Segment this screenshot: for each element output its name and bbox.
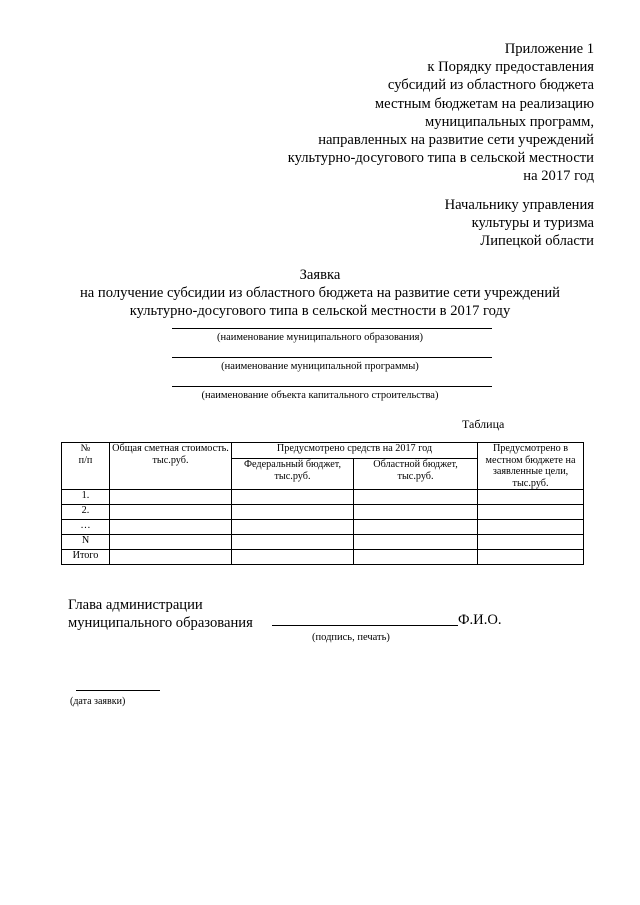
table-cell[interactable]: [478, 490, 584, 505]
appendix-line: направленных на развитие сети учреждений: [318, 132, 594, 149]
header-provided-group: Предусмотрено средств на 2017 год: [232, 443, 478, 459]
document-heading: Заявка: [299, 267, 341, 283]
header-num: № п/п: [62, 443, 110, 490]
table-cell[interactable]: [354, 505, 478, 520]
table-row: [62, 505, 584, 520]
document-subtitle-line: на получение субсидии из областного бюджета на развитие сети учреждений: [79, 285, 560, 301]
subsidy-table: [61, 442, 584, 565]
table-cell[interactable]: [354, 550, 478, 565]
municipality-field-caption: (наименование муниципального образования): [216, 332, 424, 343]
signature-caption: (подпись, печать): [312, 632, 390, 643]
signature-field-line[interactable]: [272, 625, 458, 626]
addressee-line: культуры и туризма: [471, 215, 594, 232]
header-regional-budget: Областной бюджет, тыс.руб.: [354, 459, 478, 490]
row-label-total: Итого: [62, 550, 110, 565]
table-cell[interactable]: [232, 490, 354, 505]
table-cell[interactable]: [110, 505, 232, 520]
table-cell[interactable]: [110, 490, 232, 505]
document-subtitle-line: культурно-досугового типа в сельской местности в 2017 году: [129, 303, 511, 319]
date-field-line[interactable]: [76, 690, 160, 691]
program-field-caption: (наименование муниципальной программы): [221, 361, 419, 372]
table-cell[interactable]: [232, 520, 354, 535]
signature-title-line: Глава администрации: [68, 597, 203, 613]
table-cell[interactable]: [354, 535, 478, 550]
addressee-block: [294, 196, 594, 251]
table-cell[interactable]: [232, 535, 354, 550]
table-label: Таблица: [462, 417, 505, 431]
object-field-caption: (наименование объекта капитального строительства): [201, 390, 439, 401]
table-cell[interactable]: [232, 505, 354, 520]
appendix-block: [174, 40, 594, 186]
table-row: [62, 535, 584, 550]
signature-fio: Ф.И.О.: [458, 612, 502, 628]
header-federal-budget: Федеральный бюджет, тыс.руб.: [232, 459, 354, 490]
table-row: [62, 520, 584, 535]
appendix-line: муниципальных программ,: [425, 113, 594, 130]
table-cell[interactable]: [478, 550, 584, 565]
appendix-line: на 2017 год: [523, 168, 594, 185]
program-field-line[interactable]: [172, 357, 492, 358]
table-cell[interactable]: [232, 550, 354, 565]
table-cell[interactable]: [354, 520, 478, 535]
row-label: 1.: [62, 490, 110, 505]
table-row-total: [62, 550, 584, 565]
row-label: 2.: [62, 505, 110, 520]
signature-title: [68, 597, 253, 632]
municipality-field-line[interactable]: [172, 328, 492, 329]
header-local-budget: Предусмотрено в местном бюджете на заявленные цели, тыс.руб.: [478, 443, 584, 490]
header-total-cost: Общая сметная стоимость. тыс.руб.: [110, 443, 232, 490]
appendix-line: местным бюджетам на реализацию: [374, 95, 594, 112]
object-field-line[interactable]: [172, 386, 492, 387]
row-label: …: [62, 520, 110, 535]
appendix-line: культурно-досугового типа в сельской местности: [287, 150, 594, 167]
row-label: N: [62, 535, 110, 550]
appendix-line: к Порядку предоставления: [427, 59, 594, 76]
table-cell[interactable]: [478, 535, 584, 550]
addressee-line: Липецкой области: [480, 233, 594, 250]
table-cell[interactable]: [354, 490, 478, 505]
appendix-line: Приложение 1: [504, 41, 594, 57]
appendix-line: субсидий из областного бюджета: [387, 77, 594, 94]
table-cell[interactable]: [110, 535, 232, 550]
table-cell[interactable]: [110, 550, 232, 565]
signature-title-line: муниципального образования: [68, 614, 253, 631]
table-cell[interactable]: [110, 520, 232, 535]
table-cell[interactable]: [478, 505, 584, 520]
addressee-line: Начальнику управления: [444, 197, 594, 213]
table-cell[interactable]: [478, 520, 584, 535]
date-caption: (дата заявки): [70, 696, 126, 707]
table-row: [62, 490, 584, 505]
